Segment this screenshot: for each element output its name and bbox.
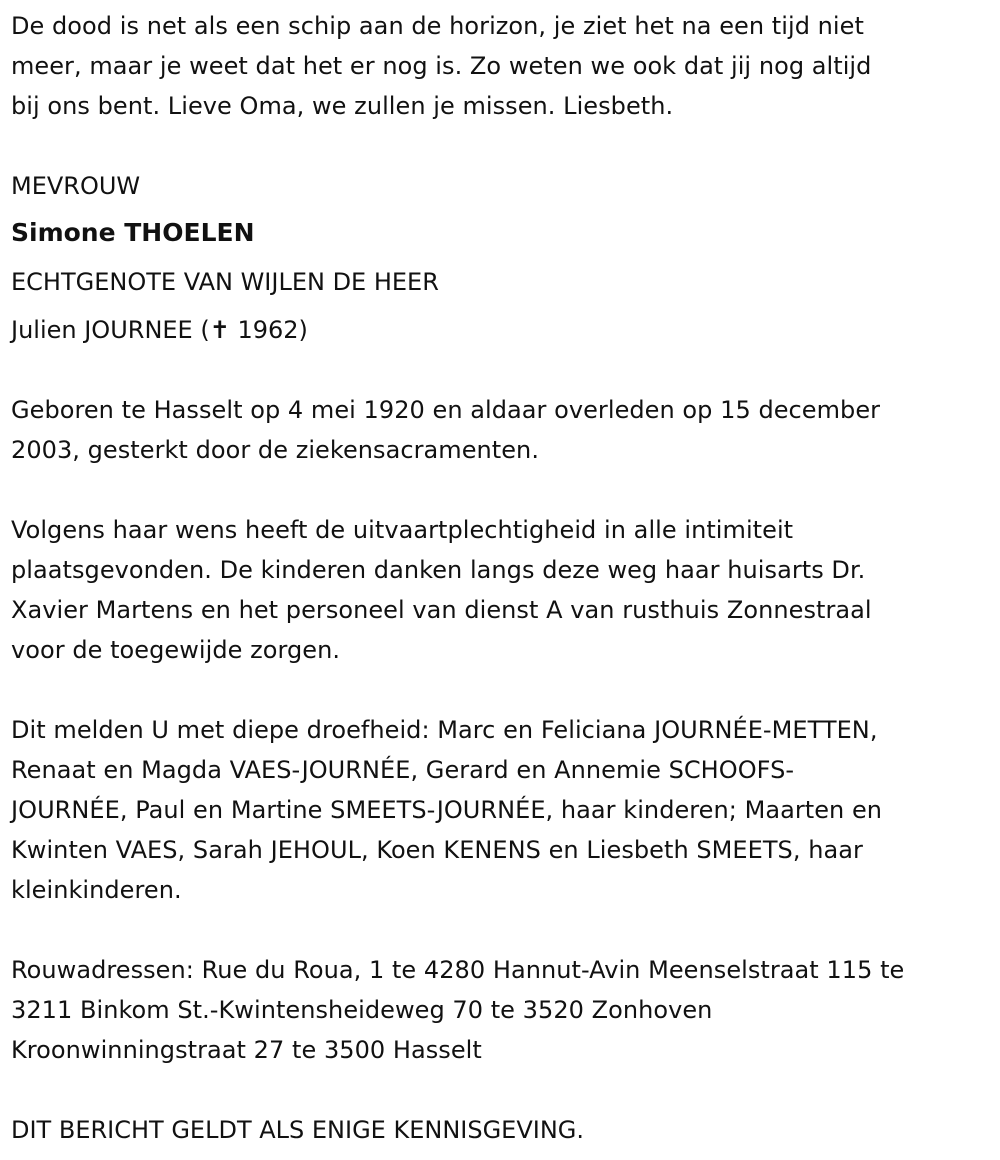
funeral-line: voor de toegewijde zorgen. (11, 636, 341, 664)
quote-line: De dood is net als een schip aan de horizon, je ziet het na een tijd niet (11, 12, 864, 40)
memorial-quote (11, 6, 871, 126)
funeral-paragraph (11, 510, 872, 670)
address-line: 3211 Binkom St.-Kwintensheideweg 70 te 3520 Zonhoven (11, 996, 713, 1024)
husband-name: Julien JOURNEE (✝ 1962) (11, 316, 308, 344)
address-line: Rouwadressen: Rue du Roua, 1 te 4280 Hannut-Avin Meenselstraat 115 te (11, 956, 905, 984)
address-line: Kroonwinningstraat 27 te 3500 Hasselt (11, 1036, 482, 1064)
family-paragraph (11, 710, 882, 910)
family-line: Kwinten VAES, Sarah JEHOUL, Koen KENENS en Liesbeth SMEETS, haar (11, 836, 863, 864)
family-line: Renaat en Magda VAES-JOURNÉE, Gerard en Annemie SCHOOFS- (11, 756, 795, 784)
family-line: Dit melden U met diepe droefheid: Marc en Feliciana JOURNÉE-METTEN, (11, 716, 878, 744)
birth-death-line: 2003, gesterkt door de ziekensacramenten. (11, 436, 539, 464)
notice-footer: DIT BERICHT GELDT ALS ENIGE KENNISGEVING. (11, 1116, 585, 1144)
quote-line: meer, maar je weet dat het er nog is. Zo weten we ook dat jij nog altijd (11, 52, 872, 80)
birth-death-line: Geboren te Hasselt op 4 mei 1920 en aldaar overleden op 15 december (11, 396, 881, 424)
spouse-label: ECHTGENOTE VAN WIJLEN DE HEER (11, 268, 439, 296)
funeral-line: Volgens haar wens heeft de uitvaartplechtigheid in alle intimiteit (11, 516, 794, 544)
deceased-name: Simone THOELEN (11, 218, 255, 247)
family-line: kleinkinderen. (11, 876, 182, 904)
funeral-line: plaatsgevonden. De kinderen danken langs deze weg haar huisarts Dr. (11, 556, 866, 584)
funeral-line: Xavier Martens en het personeel van dienst A van rusthuis Zonnestraal (11, 596, 872, 624)
honorific-title: MEVROUW (11, 172, 141, 200)
family-line: JOURNÉE, Paul en Martine SMEETS-JOURNÉE, haar kinderen; Maarten en (11, 796, 883, 824)
birth-death-paragraph (11, 390, 880, 470)
addresses-paragraph (11, 950, 904, 1070)
quote-line: bij ons bent. Lieve Oma, we zullen je missen. Liesbeth. (11, 92, 674, 120)
